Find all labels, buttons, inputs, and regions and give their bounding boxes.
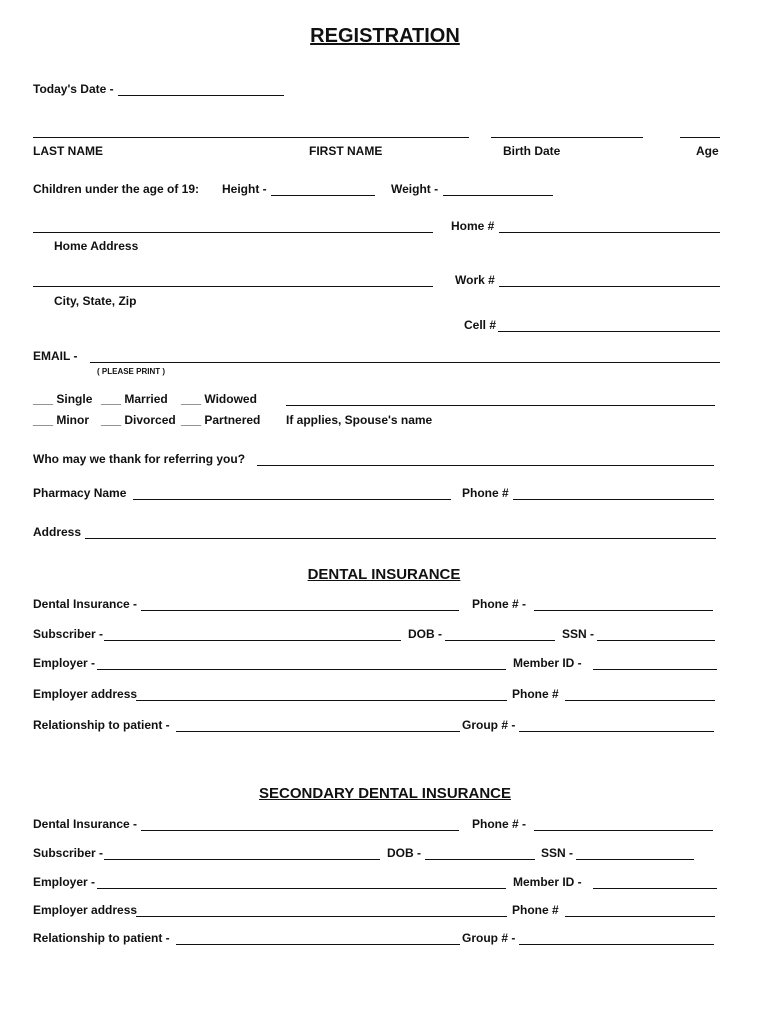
last-name-label: LAST NAME (33, 144, 103, 158)
home-address-label: Home Address (54, 239, 139, 253)
dental-group-field[interactable] (519, 718, 714, 732)
pharmacy-address-label: Address (33, 525, 82, 539)
dental-insurance-heading: DENTAL INSURANCE (307, 566, 461, 583)
dental-phone-field[interactable] (534, 597, 713, 611)
secondary-relationship-field[interactable] (176, 931, 460, 945)
dental-subscriber-field[interactable] (104, 627, 401, 641)
dental-relationship-label: Relationship to patient - (33, 718, 170, 732)
single-option[interactable]: ___ Single (33, 392, 93, 406)
secondary-member-id-field[interactable] (593, 875, 717, 889)
dental-ssn-field[interactable] (597, 627, 715, 641)
secondary-dob-label: DOB - (387, 846, 421, 860)
spouse-name-field[interactable] (286, 392, 715, 406)
birth-date-field[interactable] (491, 124, 643, 138)
pharmacy-name-label: Pharmacy Name (33, 486, 127, 500)
work-phone-label: Work # (455, 273, 495, 287)
dental-dob-field[interactable] (445, 627, 555, 641)
dental-dob-label: DOB - (408, 627, 442, 641)
city-state-zip-label: City, State, Zip (54, 294, 137, 308)
referral-label: Who may we thank for referring you? (33, 452, 246, 466)
secondary-ssn-field[interactable] (576, 846, 694, 860)
secondary-insurance-heading: SECONDARY DENTAL INSURANCE (259, 785, 511, 802)
secondary-relationship-label: Relationship to patient - (33, 931, 170, 945)
home-phone-label: Home # (451, 219, 495, 233)
secondary-group-field[interactable] (519, 931, 714, 945)
cell-phone-label: Cell # (464, 318, 497, 332)
height-label: Height - (222, 182, 267, 196)
secondary-ssn-label: SSN - (541, 846, 574, 860)
dental-member-id-field[interactable] (593, 656, 717, 670)
weight-label: Weight - (391, 182, 439, 196)
age-field[interactable] (680, 124, 720, 138)
dental-employer-phone-field[interactable] (565, 687, 715, 701)
dental-ssn-label: SSN - (562, 627, 595, 641)
full-name-field[interactable] (33, 124, 469, 138)
secondary-dob-field[interactable] (425, 846, 535, 860)
secondary-insurance-label: Dental Insurance - (33, 817, 138, 831)
birth-date-label: Birth Date (503, 144, 561, 158)
secondary-employer-label: Employer - (33, 875, 96, 889)
pharmacy-phone-field[interactable] (513, 486, 714, 500)
home-phone-field[interactable] (499, 219, 720, 233)
referral-field[interactable] (257, 452, 714, 466)
weight-field[interactable] (443, 182, 553, 196)
secondary-employer-address-field[interactable] (136, 903, 507, 917)
email-field[interactable] (90, 349, 720, 363)
work-phone-field[interactable] (499, 273, 720, 287)
dental-phone-label: Phone # - (472, 597, 527, 611)
secondary-phone-field[interactable] (534, 817, 713, 831)
secondary-employer-phone-field[interactable] (565, 903, 715, 917)
secondary-employer-address-label: Employer address (33, 903, 138, 917)
dental-member-id-label: Member ID - (513, 656, 582, 670)
secondary-member-id-label: Member ID - (513, 875, 582, 889)
dental-relationship-field[interactable] (176, 718, 460, 732)
dental-insurance-field[interactable] (141, 597, 459, 611)
cell-phone-field[interactable] (498, 318, 720, 332)
age-label: Age (696, 144, 719, 158)
first-name-label: FIRST NAME (309, 144, 383, 158)
dental-employer-label: Employer - (33, 656, 96, 670)
minor-option[interactable]: ___ Minor (33, 413, 90, 427)
secondary-employer-phone-label: Phone # (512, 903, 559, 917)
spouse-name-label: If applies, Spouse's name (286, 413, 433, 427)
secondary-subscriber-label: Subscriber - (33, 846, 104, 860)
height-field[interactable] (271, 182, 375, 196)
partnered-option[interactable]: ___ Partnered (181, 413, 261, 427)
secondary-phone-label: Phone # - (472, 817, 527, 831)
secondary-insurance-field[interactable] (141, 817, 459, 831)
todays-date-field[interactable] (118, 82, 284, 96)
city-state-zip-field[interactable] (33, 273, 433, 287)
dental-employer-phone-label: Phone # (512, 687, 559, 701)
todays-date-label: Today's Date - (33, 82, 114, 96)
home-address-field[interactable] (33, 219, 433, 233)
email-label: EMAIL - (33, 349, 78, 363)
widowed-option[interactable]: ___ Widowed (181, 392, 257, 406)
pharmacy-address-field[interactable] (85, 525, 716, 539)
pharmacy-phone-label: Phone # (462, 486, 509, 500)
dental-employer-field[interactable] (97, 656, 506, 670)
dental-employer-address-field[interactable] (136, 687, 507, 701)
secondary-employer-field[interactable] (97, 875, 506, 889)
divorced-option[interactable]: ___ Divorced (101, 413, 176, 427)
dental-group-label: Group # - (462, 718, 516, 732)
dental-employer-address-label: Employer address (33, 687, 138, 701)
married-option[interactable]: ___ Married (101, 392, 168, 406)
secondary-group-label: Group # - (462, 931, 516, 945)
secondary-subscriber-field[interactable] (104, 846, 380, 860)
dental-subscriber-label: Subscriber - (33, 627, 104, 641)
children-label: Children under the age of 19: (33, 182, 200, 196)
page-title: REGISTRATION (310, 25, 460, 47)
pharmacy-name-field[interactable] (133, 486, 451, 500)
dental-insurance-label: Dental Insurance - (33, 597, 138, 611)
email-print-note: ( PLEASE PRINT ) (97, 367, 166, 376)
